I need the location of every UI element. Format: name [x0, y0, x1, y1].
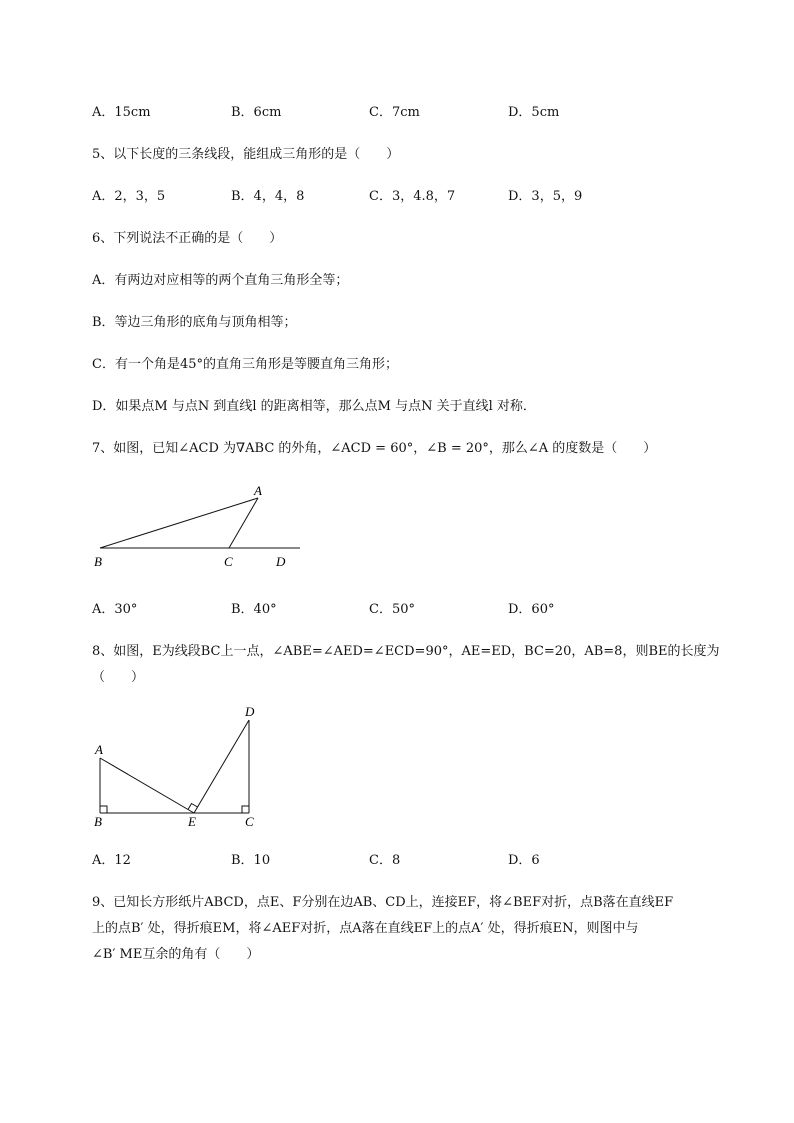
q6-option-c: C．有一个角是45°的直角三角形是等腰直角三角形；: [92, 357, 398, 372]
q8-label-a: A: [95, 742, 103, 757]
q7-segment-ba: [100, 498, 258, 548]
q8-question-line1: 8、如图，E为线段BC上一点，∠ABE=∠AED=∠ECD=90°，AE=ED，BC=20，AB=8，则BE的长度为: [92, 644, 720, 659]
q7-label-d: D: [276, 554, 286, 569]
q6-option-a: A．有两边对应相等的两个直角三角形全等；: [92, 273, 349, 288]
q8-label-c: C: [245, 814, 254, 829]
q8-question-line2: （ ）: [92, 670, 145, 685]
q8-label-e: E: [188, 814, 196, 829]
q8-segment-ed: [194, 720, 249, 813]
q7-option-c: C．50°: [369, 602, 415, 617]
q5-question: 5、以下长度的三条线段，能组成三角形的是（ ）: [92, 147, 400, 162]
q9-line2: 上的点B′ 处，得折痕EM，将∠AEF对折，点A落在直线EF上的点A′ 处，得折痕EN，则图中与: [92, 921, 639, 936]
q5-option-a: A．2，3，5: [92, 189, 166, 204]
q5-option-d: D．3，5，9: [508, 189, 583, 204]
q7-triangle-figure: [88, 478, 308, 573]
q8-segment-ae: [100, 758, 194, 813]
q8-right-angle-mark-c: [242, 806, 249, 813]
q8-option-a: A．12: [92, 853, 131, 868]
q8-option-c: C．8: [369, 853, 401, 868]
q8-option-b: B．10: [231, 853, 271, 868]
q4-option-a: A．15cm: [92, 105, 151, 120]
q8-option-d: D．6: [508, 853, 540, 868]
q7-option-a: A．30°: [92, 602, 138, 617]
q9-line3: ∠B′ ME互余的角有（ ）: [92, 947, 260, 962]
q7-label-b: B: [94, 554, 102, 569]
q8-right-angle-mark-b: [100, 806, 107, 813]
q6-option-b: B．等边三角形的底角与顶角相等；: [92, 315, 297, 330]
q7-label-c: C: [224, 554, 233, 569]
q7-option-d: D．60°: [508, 602, 555, 617]
q6-option-d: D．如果点M 与点N 到直线l 的距离相等，那么点M 与点N 关于直线l 对称．: [92, 399, 536, 414]
q8-label-b: B: [94, 814, 102, 829]
q4-option-d: D．5cm: [508, 105, 560, 120]
q7-question: 7、如图，已知∠ACD 为∇ABC 的外角，∠ACD = 60°，∠B = 20°，那么∠A 的度数是（ ）: [92, 441, 657, 456]
q9-line1: 9、已知长方形纸片ABCD，点E、F分别在边AB、CD上，连接EF，将∠BEF对折，点B落在直线EF: [92, 895, 674, 910]
q8-label-d: D: [245, 704, 255, 719]
q4-option-b: B．6cm: [231, 105, 282, 120]
q6-question: 6、下列说法不正确的是（ ）: [92, 231, 283, 246]
q5-option-b: B．4，4，8: [231, 189, 305, 204]
q7-option-b: B．40°: [231, 602, 277, 617]
q5-option-c: C．3，4.8，7: [369, 189, 456, 204]
q8-right-angle-figure: [88, 700, 268, 830]
q7-label-a: A: [254, 483, 262, 498]
q4-option-c: C．7cm: [369, 105, 420, 120]
